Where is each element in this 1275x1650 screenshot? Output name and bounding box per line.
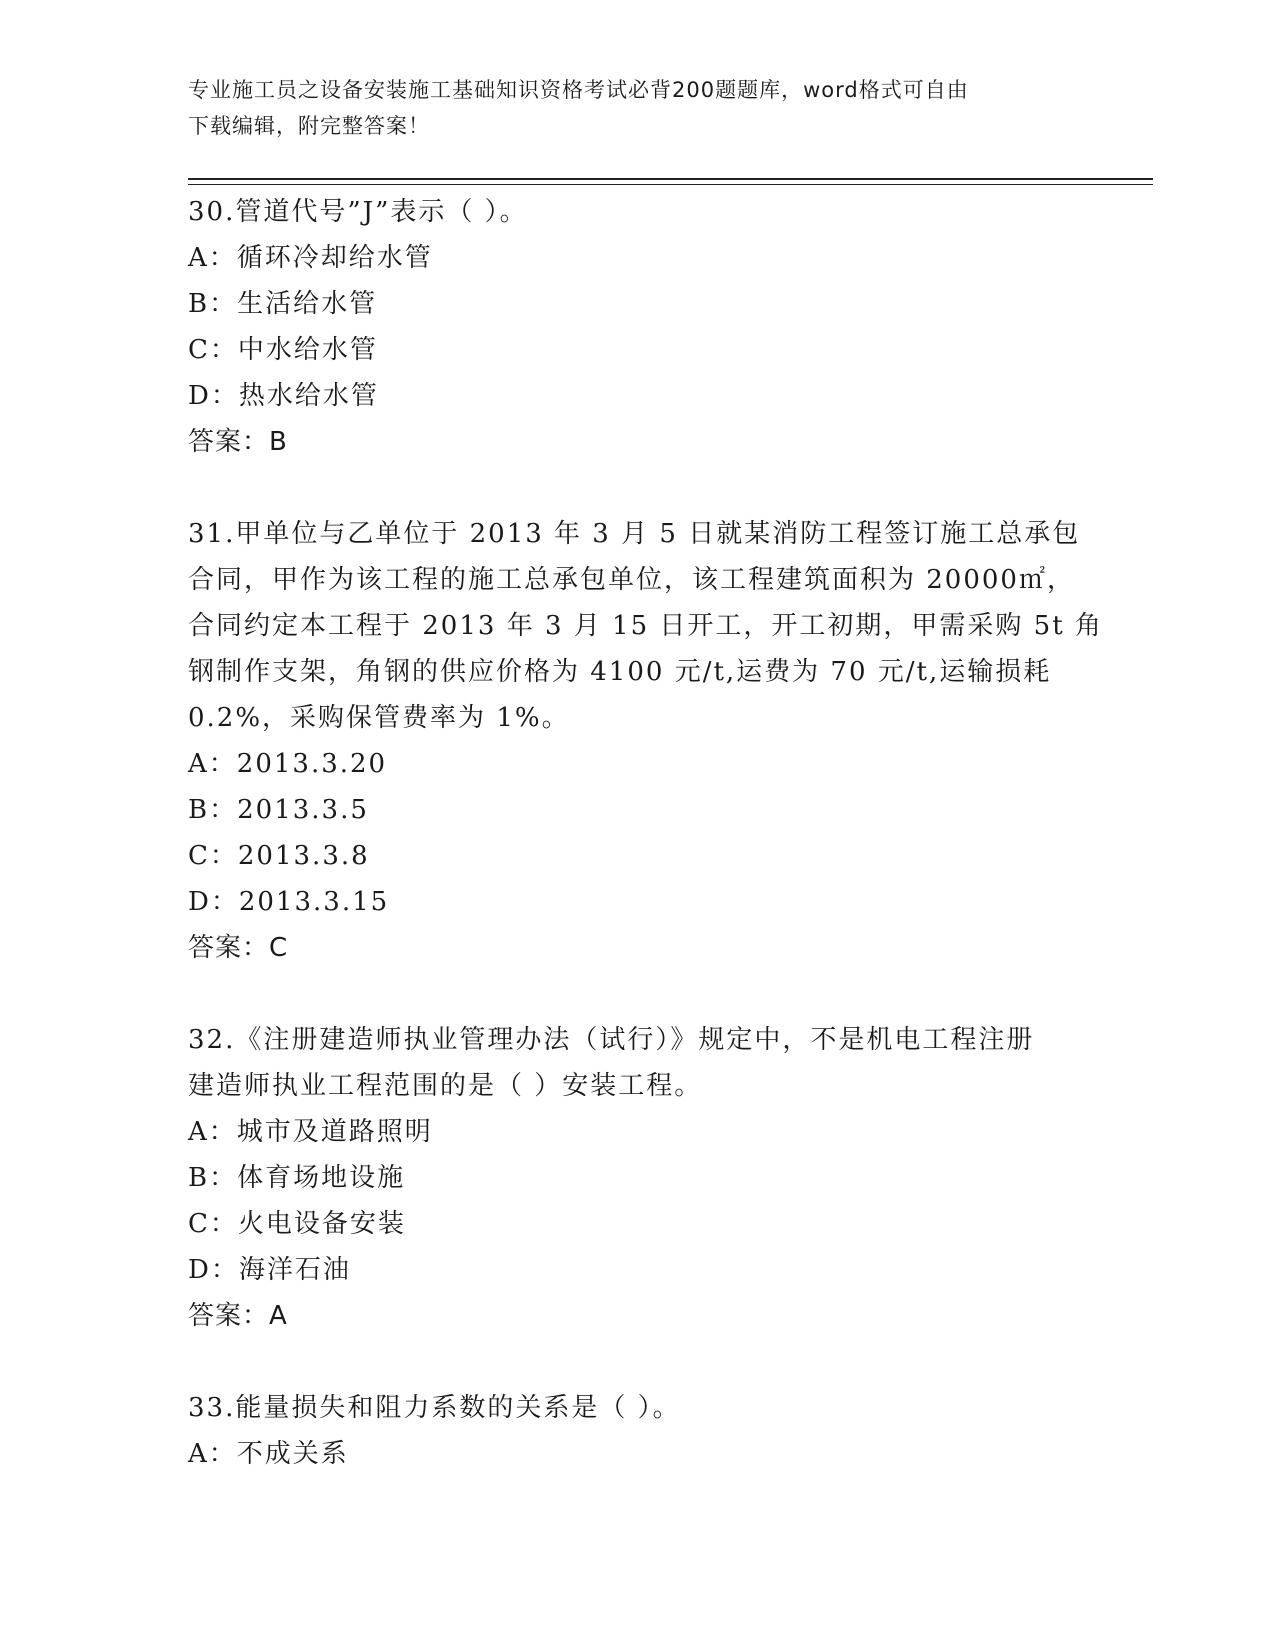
question-stem [188,189,1088,235]
option-a: A：不成关系 [188,1439,349,1469]
option-b: B：生活给水管 [188,289,378,319]
option-a: A：循环冷却给水管 [188,243,433,273]
option-b: B：体育场地设施 [188,1163,406,1193]
stem-line: 合同，甲作为该工程的施工总承包单位，该工程建筑面积为 20000㎡， [188,565,1075,595]
question-stem [188,1385,1088,1431]
stem-line: 0.2%，采购保管费率为 1%。 [188,703,570,733]
answer-line: 答案：B [188,427,288,457]
question-spacer [188,465,1088,511]
question-stem [188,511,1103,741]
stem-line: 33.能量损失和阻力系数的关系是（ ）。 [188,1393,681,1423]
question-spacer [188,1339,1088,1385]
option-d: D：热水给水管 [188,381,379,411]
question-30 [188,189,1088,465]
option-b: B：2013.3.5 [188,795,369,825]
option-c: C：中水给水管 [188,335,378,365]
stem-line: 建造师执业工程范围的是（ ）安装工程。 [188,1071,703,1101]
option-a: A：城市及道路照明 [188,1117,433,1147]
option-c: C：2013.3.8 [188,841,370,871]
question-list [188,189,1103,1477]
stem-line: 合同约定本工程于 2013 年 3 月 15 日开工，开工初期，甲需采购 5t 角 [188,611,1103,641]
question-spacer [188,971,1088,1017]
stem-line: 32.《注册建造师执业管理办法（试行）》规定中，不是机电工程注册 [188,1025,1035,1055]
stem-line: 钢制作支架，角钢的供应价格为 4100 元/t,运费为 70 元/t,运输损耗 [188,657,1052,687]
answer-line: 答案：C [188,933,289,963]
header-line-1: 专业施工员之设备安装施工基础知识资格考试必背200题题库，word格式可自由 [188,78,969,102]
stem-line: 30.管道代号”J”表示（ ）。 [188,197,528,227]
header-line-2: 下载编辑，附完整答案！ [188,114,430,138]
question-stem [188,1017,1088,1109]
question-33 [188,1385,1088,1477]
option-a: A：2013.3.20 [188,749,388,779]
answer-line: 答案：A [188,1301,288,1331]
option-c: C：火电设备安装 [188,1209,406,1239]
question-32 [188,1017,1088,1339]
stem-line: 31.甲单位与乙单位于 2013 年 3 月 5 日就某消防工程签订施工总承包 [188,519,1081,549]
header-divider-thick [188,178,1153,180]
option-d: D：海洋石油 [188,1255,351,1285]
header-divider-thin [188,184,1153,185]
question-31 [188,511,1103,971]
document-header [188,72,1088,144]
option-d: D：2013.3.15 [188,887,390,917]
